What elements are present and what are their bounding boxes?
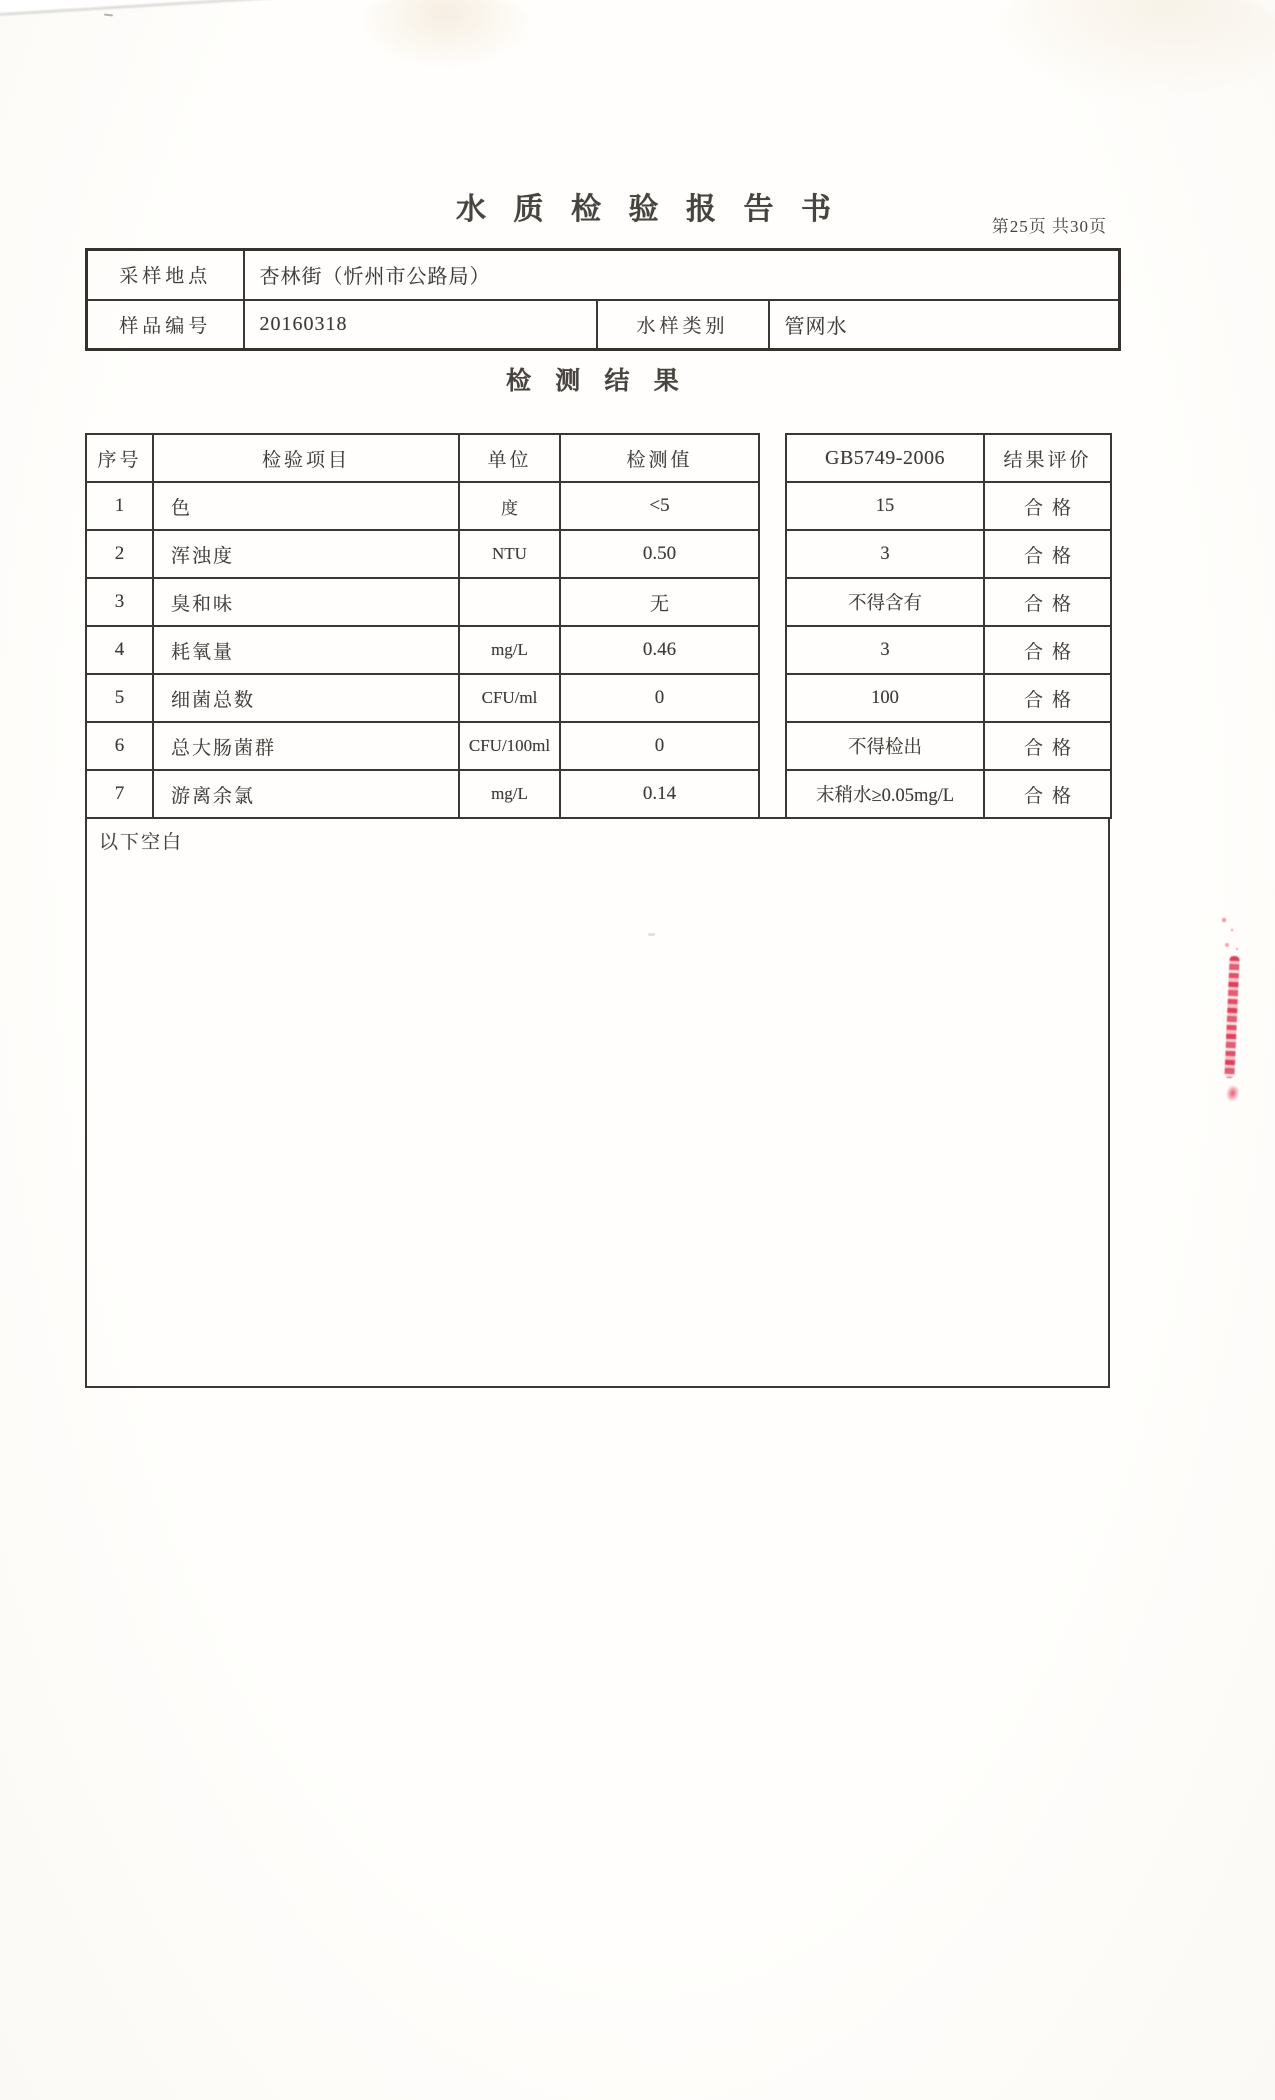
row-value: 无: [560, 578, 759, 626]
red-ink-artifact: [1224, 956, 1239, 1078]
table-row: [86, 482, 759, 530]
table-row: [87, 300, 1120, 350]
column-header: 检测值: [560, 434, 759, 482]
row-unit: mg/L: [459, 626, 560, 674]
row-evaluation: 合格: [984, 482, 1111, 530]
table-header-row: [786, 434, 1111, 482]
table-row: [786, 482, 1111, 530]
sample-number-value: 20160318: [244, 300, 597, 350]
column-header: 检验项目: [153, 434, 459, 482]
row-no: 3: [86, 578, 153, 626]
column-header: GB5749-2006: [786, 434, 984, 482]
row-no: 6: [86, 722, 153, 770]
results-table-right: [785, 433, 1112, 819]
row-evaluation: 合格: [984, 770, 1111, 818]
row-no: 4: [86, 626, 153, 674]
page-number: 第25页 共30页: [991, 217, 1107, 236]
row-evaluation: 合格: [984, 530, 1111, 578]
row-item: 游离余氯: [153, 770, 459, 818]
scan-smudge: [985, 0, 1275, 100]
row-no: 5: [86, 674, 153, 722]
row-value: 0: [560, 674, 759, 722]
row-no: 1: [86, 482, 153, 530]
row-standard: 不得检出: [786, 722, 984, 770]
table-row: [86, 626, 759, 674]
table-row: [786, 626, 1111, 674]
row-no: 2: [86, 530, 153, 578]
row-evaluation: 合格: [984, 626, 1111, 674]
table-row: [786, 674, 1111, 722]
water-type-value: 管网水: [769, 300, 1120, 350]
row-evaluation: 合格: [984, 674, 1111, 722]
table-row: [786, 722, 1111, 770]
section-heading: 检 测 结 果: [506, 368, 688, 395]
row-standard: 15: [786, 482, 984, 530]
table-row: [86, 578, 759, 626]
row-value: 0.14: [560, 770, 759, 818]
row-unit: NTU: [459, 530, 560, 578]
blank-area-box: [85, 817, 1110, 1388]
row-value: 0.46: [560, 626, 759, 674]
row-standard: 末稍水≥0.05mg/L: [786, 770, 984, 818]
row-unit: 度: [459, 482, 560, 530]
row-unit: [459, 578, 560, 626]
row-item: 色: [153, 482, 459, 530]
row-value: <5: [560, 482, 759, 530]
table-row: [87, 250, 1120, 300]
column-header: 单位: [459, 434, 560, 482]
row-item: 耗氧量: [153, 626, 459, 674]
red-ink-artifact: [1222, 918, 1226, 922]
table-row: [86, 770, 759, 818]
row-value: 0: [560, 722, 759, 770]
row-unit: CFU/100ml: [459, 722, 560, 770]
row-standard: 3: [786, 530, 984, 578]
row-standard: 100: [786, 674, 984, 722]
row-standard: 3: [786, 626, 984, 674]
row-item: 细菌总数: [153, 674, 459, 722]
row-evaluation: 合格: [984, 578, 1111, 626]
row-item: 浑浊度: [153, 530, 459, 578]
blank-note: 以下空白: [99, 832, 184, 853]
red-ink-artifact: [1224, 1085, 1241, 1104]
row-unit: mg/L: [459, 770, 560, 818]
row-evaluation: 合格: [984, 722, 1111, 770]
row-item: 总大肠菌群: [153, 722, 459, 770]
water-type-label: 水样类别: [597, 300, 769, 350]
table-row: [786, 770, 1111, 818]
sample-number-label: 样品编号: [87, 300, 244, 350]
row-no: 7: [86, 770, 153, 818]
sample-info-table: [85, 248, 1121, 351]
table-row: [786, 530, 1111, 578]
row-unit: CFU/ml: [459, 674, 560, 722]
sampling-location-label: 采样地点: [87, 250, 244, 300]
row-value: 0.50: [560, 530, 759, 578]
column-header: 结果评价: [984, 434, 1111, 482]
table-row: [86, 530, 759, 578]
sampling-location-value: 杏林街（忻州市公路局）: [244, 250, 1120, 300]
scan-smudge: [355, 0, 535, 70]
row-item: 臭和味: [153, 578, 459, 626]
report-title: 水 质 检 验 报 告 书: [456, 193, 841, 226]
table-header-row: [86, 434, 759, 482]
results-table-left: [85, 433, 760, 819]
column-header: 序号: [86, 434, 153, 482]
table-row: [86, 722, 759, 770]
table-row: [786, 578, 1111, 626]
row-standard: 不得含有: [786, 578, 984, 626]
table-row: [86, 674, 759, 722]
